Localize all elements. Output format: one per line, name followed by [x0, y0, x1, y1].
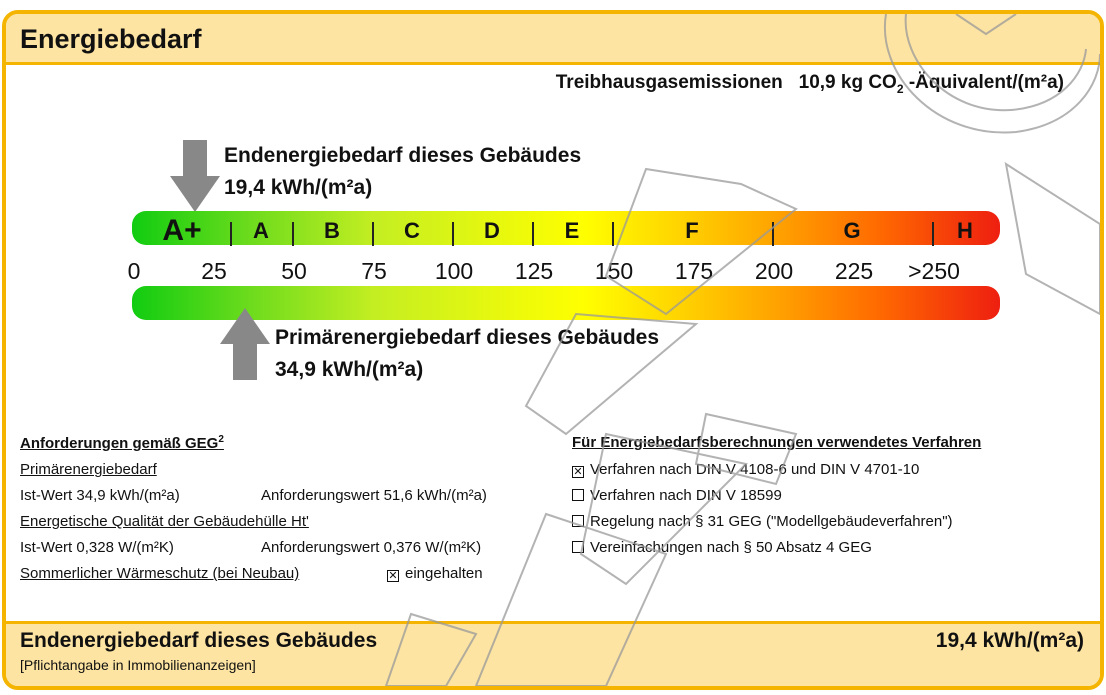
ghg-subscript: 2	[896, 81, 904, 96]
end-energy-arrow-icon	[170, 140, 220, 212]
energy-class-h: H	[957, 218, 973, 243]
unchecked-checkbox	[572, 515, 584, 527]
summer-protection-label: Sommerlicher Wärmeschutz (bei Neubau)	[20, 565, 300, 582]
summer-protection-status	[387, 565, 483, 582]
envelope-label: Energetische Qualität der Gebäudehülle Ht'	[20, 513, 309, 530]
checked-checkbox: ✕	[573, 466, 583, 478]
energy-class-a: A	[253, 218, 269, 243]
class-separator	[292, 222, 294, 246]
footer-band	[6, 621, 1100, 686]
summer-check-label: eingehalten	[405, 565, 483, 582]
energy-class-g: G	[843, 218, 861, 243]
energy-class-a-plus: A+	[162, 214, 202, 247]
ghg-label: Treibhausgasemissionen	[555, 72, 783, 93]
primary-energy-title: Primärenergiebedarf dieses Gebäudes	[275, 326, 659, 349]
footer-title: Endenergiebedarf dieses Gebäudes	[20, 629, 378, 652]
page-title: Energiebedarf	[20, 24, 202, 54]
scale-tick-9: 225	[834, 258, 874, 284]
class-separator	[452, 222, 454, 246]
scale-tick-10: >250	[908, 258, 960, 284]
ghg-unit: -Äquivalent/(m²a)	[908, 72, 1064, 93]
method-option-label: Vereinfachungen nach § 50 Absatz 4 GEG	[590, 539, 872, 556]
method-option	[572, 487, 782, 504]
scale-tick-4: 100	[434, 258, 474, 284]
class-separator	[932, 222, 934, 246]
primary-energy-req-label: Primärenergiebedarf	[20, 461, 157, 478]
primary-ist-value: Ist-Wert 34,9 kWh/(m²a)	[20, 487, 180, 504]
energy-class-b: B	[324, 218, 340, 243]
class-separator	[612, 222, 614, 246]
primary-req-value: Anforderungswert 51,6 kWh/(m²a)	[261, 487, 487, 504]
scale-tick-6: 150	[594, 258, 634, 284]
energy-class-e: E	[564, 218, 580, 243]
end-energy-value: 19,4 kWh/(m²a)	[224, 176, 373, 199]
method-option-label: Verfahren nach DIN V 18599	[590, 487, 782, 504]
scale-tick-0: 0	[127, 258, 141, 284]
scale-tick-1: 25	[201, 258, 227, 284]
primary-energy-arrow-icon	[220, 308, 270, 380]
method-option	[572, 513, 953, 530]
footer-note: [Pflichtangabe in Immobilienanzeigen]	[20, 657, 256, 673]
requirements-heading	[20, 434, 224, 452]
unchecked-checkbox	[572, 489, 584, 501]
footer-value: 19,4 kWh/(m²a)	[935, 629, 1084, 652]
class-separator	[230, 222, 232, 246]
scale-tick-7: 175	[674, 258, 714, 284]
requirements-heading-sup: 2	[218, 434, 224, 445]
method-option-label: Regelung nach § 31 GEG ("Modellgebäudeverfahren")	[590, 513, 953, 530]
ghg-value: 10,9 kg CO	[798, 72, 897, 93]
energy-class-c: C	[404, 218, 420, 243]
scale-tick-3: 75	[361, 258, 387, 284]
scale-tick-8: 200	[754, 258, 794, 284]
method-option-label: Verfahren nach DIN V 4108-6 und DIN V 4701-10	[590, 461, 920, 478]
method-option	[572, 461, 919, 478]
requirements-heading-text: Anforderungen gemäß GEG	[20, 435, 219, 452]
ghg-emissions	[556, 72, 1064, 96]
method-heading: Für Energiebedarfsberechnungen verwendetes Verfahren	[572, 434, 982, 451]
method-option	[572, 539, 872, 556]
end-energy-title: Endenergiebedarf dieses Gebäudes	[224, 144, 582, 167]
energy-class-d: D	[484, 218, 500, 243]
scale-tick-5: 125	[514, 258, 554, 284]
envelope-req-value: Anforderungswert 0,376 W/(m²K)	[261, 539, 482, 556]
scale-tick-2: 50	[281, 258, 307, 284]
summer-checkbox: ✕	[388, 570, 398, 582]
class-separator	[372, 222, 374, 246]
end-energy-label	[224, 140, 581, 204]
class-separator	[772, 222, 774, 246]
header-band	[6, 14, 1100, 65]
unchecked-checkbox	[572, 541, 584, 553]
energy-certificate-frame	[2, 10, 1104, 690]
primary-energy-label	[275, 322, 659, 386]
energy-class-f: F	[685, 218, 699, 243]
class-separator	[532, 222, 534, 246]
primary-energy-value: 34,9 kWh/(m²a)	[275, 358, 424, 381]
envelope-ist-value: Ist-Wert 0,328 W/(m²K)	[20, 539, 174, 556]
